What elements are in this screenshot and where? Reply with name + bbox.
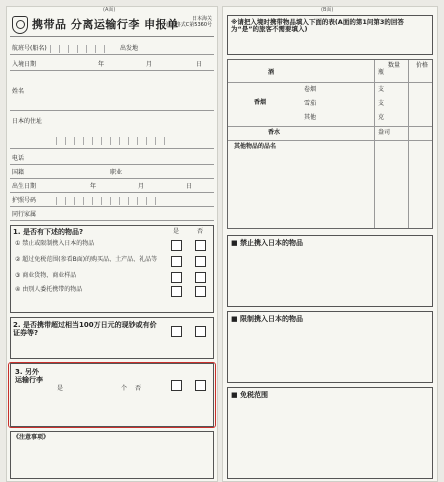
- prohibited-title: ■ 禁止携入日本的物品: [231, 239, 304, 247]
- field-arrival-date[interactable]: 入境日期 年 月 日: [10, 59, 214, 71]
- q1-no-checkbox[interactable]: [195, 286, 206, 297]
- restricted-section: [227, 311, 433, 383]
- goods-table: 数量 价格 酒 瓶 香烟 卷烟 雪茄 其他 支 支 克 香水 盎司 其他物品的品名: [227, 59, 433, 229]
- q1-yes-checkbox[interactable]: [171, 272, 182, 283]
- duty-free-section: [227, 387, 433, 479]
- field-name[interactable]: 姓名: [10, 75, 214, 111]
- field-flight[interactable]: 航班号(船名) 出发地: [10, 43, 214, 55]
- declaration-form-front: [6, 6, 218, 482]
- question-1-box: 1. 是否有下述的物品? 是 否 ① 禁止或限制携入日本的物品 ② 超过免税范围(参看B面)的购买品、土产品、礼品等 ③ 商业货物、商业样品 ④ 由别人委托携带的物品: [10, 225, 214, 313]
- q1-yes-checkbox[interactable]: [171, 286, 182, 297]
- q1-no-checkbox[interactable]: [195, 256, 206, 267]
- field-passport[interactable]: 护照号码: [10, 195, 214, 207]
- form-header: [10, 15, 214, 37]
- q2-yes-checkbox[interactable]: [171, 326, 182, 337]
- field-phone[interactable]: 电话: [10, 153, 214, 165]
- q1-no-checkbox[interactable]: [195, 272, 206, 283]
- notice-box: [10, 431, 214, 479]
- field-birthdate[interactable]: 出生日期 年 月 日: [10, 181, 214, 193]
- declaration-form-back: [222, 6, 438, 482]
- instruction-box: [227, 15, 433, 55]
- question-2-box: [10, 317, 214, 359]
- prohibited-section: [227, 235, 433, 307]
- edition-label: (A面): [103, 7, 116, 13]
- question-2-title: 2. 是否携带超过相当100万日元的现钞或有价证券等?: [13, 321, 157, 338]
- question-3-box: 3. 另外运输行李 是 个 否: [10, 363, 214, 427]
- field-family[interactable]: 同行家属: [10, 209, 214, 221]
- customs-note: 日本海关 海关格式C第5360号: [165, 16, 212, 28]
- field-nationality[interactable]: 国籍 职业: [10, 167, 214, 179]
- question-3-title: 3. 另外运输行李: [15, 368, 43, 385]
- notice-title: 《注意事项》: [13, 434, 50, 441]
- customs-logo-icon: [12, 16, 28, 34]
- form-title: 携带品 分离运输行李 申报单: [32, 18, 179, 31]
- highlight-frame: [8, 362, 216, 428]
- q1-yes-checkbox[interactable]: [171, 256, 182, 267]
- edition-label: (B面): [321, 7, 334, 13]
- duty-free-title: ■ 免税范围: [231, 391, 269, 399]
- q1-yes-checkbox[interactable]: [171, 240, 182, 251]
- q1-no-checkbox[interactable]: [195, 240, 206, 251]
- q2-no-checkbox[interactable]: [195, 326, 206, 337]
- instruction-text: ※请把入境时携带物品填入下面的表(A面的第1问第3的回答为“是”的旅客不需要填入): [231, 18, 404, 34]
- question-1-title: 1. 是否有下述的物品?: [13, 228, 84, 236]
- field-address[interactable]: 日本的住址: [10, 115, 214, 149]
- restricted-title: ■ 限制携入日本的物品: [231, 315, 304, 323]
